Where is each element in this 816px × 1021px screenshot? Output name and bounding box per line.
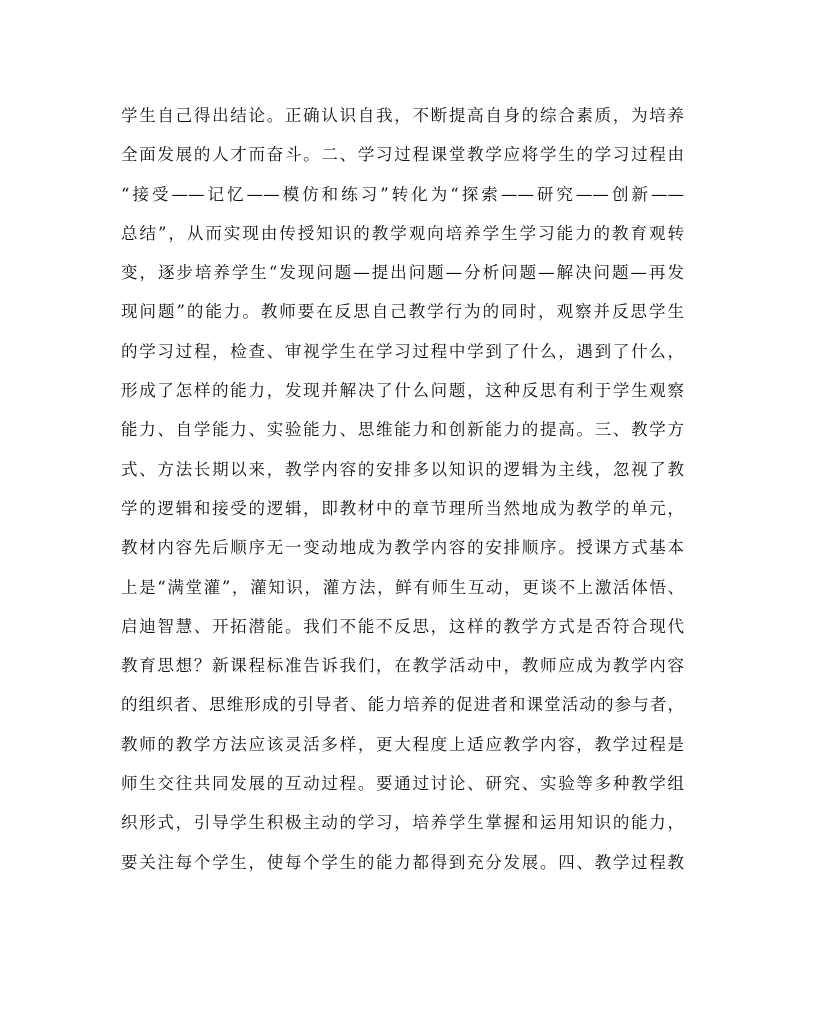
text-line: 要关注每个学生，使每个学生的能力都得到充分发展。四、教学过程教: [121, 852, 684, 872]
text-line: 师生交往共同发展的互动过程。要通过讨论、研究、实验等多种教学组: [121, 774, 684, 794]
text-line: 织形式，引导学生积极主动的学习，培养学生掌握和运用知识的能力，: [121, 813, 684, 833]
text-line: 总结”，从而实现由传授知识的教学观向培养学生学习能力的教育观转: [121, 223, 684, 243]
text-line: 的组织者、思维形成的引导者、能力培养的促进者和课堂活动的参与者，: [121, 695, 684, 715]
text-line: 形成了怎样的能力，发现并解决了什么问题，这种反思有利于学生观察: [121, 381, 684, 401]
text-line: 全面发展的人才而奋斗。二、学习过程课堂教学应将学生的学习过程由: [121, 145, 684, 165]
body-text: [121, 103, 701, 889]
text-line: 教育思想？新课程标准告诉我们，在教学活动中，教师应成为教学内容: [121, 656, 684, 676]
text-line: 式、方法长期以来，教学内容的安排多以知识的逻辑为主线，忽视了教: [121, 459, 684, 479]
text-line: 能力、自学能力、实验能力、思维能力和创新能力的提高。三、教学方: [121, 420, 684, 440]
text-line: 上是“满堂灌”，灌知识，灌方法，鲜有师生互动，更谈不上激活体悟、: [121, 577, 684, 597]
text-line: “接受——记忆——模仿和练习”转化为“探索——研究——创新——: [121, 184, 684, 204]
text-line: 启迪智慧、开拓潜能。我们不能不反思，这样的教学方式是否符合现代: [121, 616, 684, 636]
text-line: 学的逻辑和接受的逻辑，即教材中的章节理所当然地成为教学的单元，: [121, 498, 684, 518]
text-line: 的学习过程，检查、审视学生在学习过程中学到了什么，遇到了什么，: [121, 341, 684, 361]
text-line: 现问题”的能力。教师要在反思自己教学行为的同时，观察并反思学生: [121, 302, 684, 322]
text-line: 教师的教学方法应该灵活多样，更大程度上适应教学内容，教学过程是: [121, 734, 684, 754]
text-line: 变，逐步培养学生“发现问题—提出问题—分析问题—解决问题—再发: [121, 263, 684, 283]
text-line: 学生自己得出结论。正确认识自我，不断提高自身的综合素质，为培养: [121, 106, 684, 125]
text-line: 教材内容先后顺序无一变动地成为教学内容的安排顺序。授课方式基本: [121, 538, 684, 558]
